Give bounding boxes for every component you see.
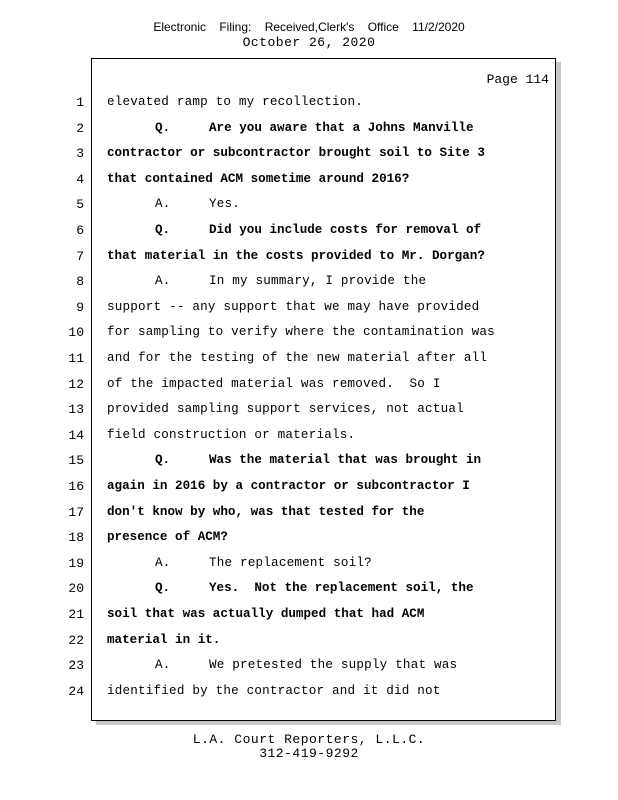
line-number: 2: [76, 121, 84, 136]
speaker-label: Q.: [155, 581, 171, 595]
line-number: 14: [68, 428, 84, 443]
line-text: Yes.: [209, 197, 241, 211]
transcript-line: [107, 581, 474, 595]
line-number: 5: [76, 197, 84, 212]
line-number: 9: [76, 300, 84, 315]
stamp-electronic: Electronic: [153, 20, 206, 34]
stamp-filing: Filing:: [219, 20, 252, 34]
deposition-date: October 26, 2020: [242, 35, 376, 50]
line-text: The replacement soil?: [209, 556, 372, 570]
transcript-line: [107, 274, 426, 288]
filing-stamp: [0, 20, 618, 34]
line-text: In my summary, I provide the: [209, 274, 427, 288]
line-text: Are you aware that a Johns Manville: [209, 121, 474, 135]
transcript-line: for sampling to verify where the contamination was: [107, 325, 495, 339]
line-number: 22: [68, 633, 84, 648]
line-text: Yes. Not the replacement soil, the: [209, 581, 474, 595]
speaker-label: A.: [155, 556, 171, 570]
page-number: Page 114: [486, 72, 549, 87]
transcript-line: elevated ramp to my recollection.: [107, 95, 363, 109]
transcript-line: provided sampling support services, not actual: [107, 402, 464, 416]
transcript-line: [107, 197, 240, 211]
line-number: 19: [68, 556, 84, 571]
line-text: Was the material that was brought in: [209, 453, 482, 467]
transcript-line: don't know by who, was that tested for the: [107, 505, 425, 519]
stamp-received: Received,Clerk's: [264, 20, 355, 34]
line-text: We pretested the supply that was: [209, 658, 458, 672]
line-number: 13: [68, 402, 84, 417]
transcript-line: contractor or subcontractor brought soil to Site 3: [107, 146, 485, 160]
line-number: 17: [68, 505, 84, 520]
transcript-line: support -- any support that we may have provided: [107, 300, 480, 314]
speaker-label: Q.: [155, 121, 171, 135]
line-number: 3: [76, 146, 84, 161]
line-number: 7: [76, 249, 84, 264]
line-number: 8: [76, 274, 84, 289]
footer-phone: 312-419-9292: [259, 746, 359, 761]
line-number: 18: [68, 530, 84, 545]
transcript-line: and for the testing of the new material after all: [107, 351, 488, 365]
line-number: 16: [68, 479, 84, 494]
speaker-label: A.: [155, 658, 171, 672]
transcript-line: of the impacted material was removed. So I: [107, 377, 441, 391]
line-number: 1: [76, 95, 84, 110]
line-number: 10: [68, 325, 84, 340]
transcript-line: material in it.: [107, 633, 221, 647]
speaker-label: Q.: [155, 453, 171, 467]
line-number: 21: [68, 607, 84, 622]
speaker-label: A.: [155, 197, 171, 211]
transcript-line: identified by the contractor and it did not: [107, 684, 441, 698]
line-number: 15: [68, 453, 84, 468]
transcript-line: that material in the costs provided to Mr. Dorgan?: [107, 249, 485, 263]
transcript-line: [107, 121, 474, 135]
line-number: 12: [68, 377, 84, 392]
transcript-line: again in 2016 by a contractor or subcontractor I: [107, 479, 470, 493]
transcript-line: [107, 453, 481, 467]
line-number: 11: [68, 351, 84, 366]
speaker-label: Q.: [155, 223, 171, 237]
transcript-line: [107, 556, 372, 570]
transcript-line: soil that was actually dumped that had ACM: [107, 607, 425, 621]
transcript-line: [107, 658, 457, 672]
line-text: Did you include costs for removal of: [209, 223, 482, 237]
line-number: 6: [76, 223, 84, 238]
line-number: 4: [76, 172, 84, 187]
line-number: 24: [68, 684, 84, 699]
transcript-line: that contained ACM sometime around 2016?: [107, 172, 410, 186]
stamp-office: Office: [367, 20, 399, 34]
transcript-line: field construction or materials.: [107, 428, 356, 442]
footer-company: L.A. Court Reporters, L.L.C.: [192, 732, 426, 747]
transcript-line: [107, 223, 481, 237]
speaker-label: A.: [155, 274, 171, 288]
transcript-line: presence of ACM?: [107, 530, 228, 544]
line-number: 20: [68, 581, 84, 596]
stamp-date: 11/2/2020: [412, 20, 465, 34]
line-number: 23: [68, 658, 84, 673]
